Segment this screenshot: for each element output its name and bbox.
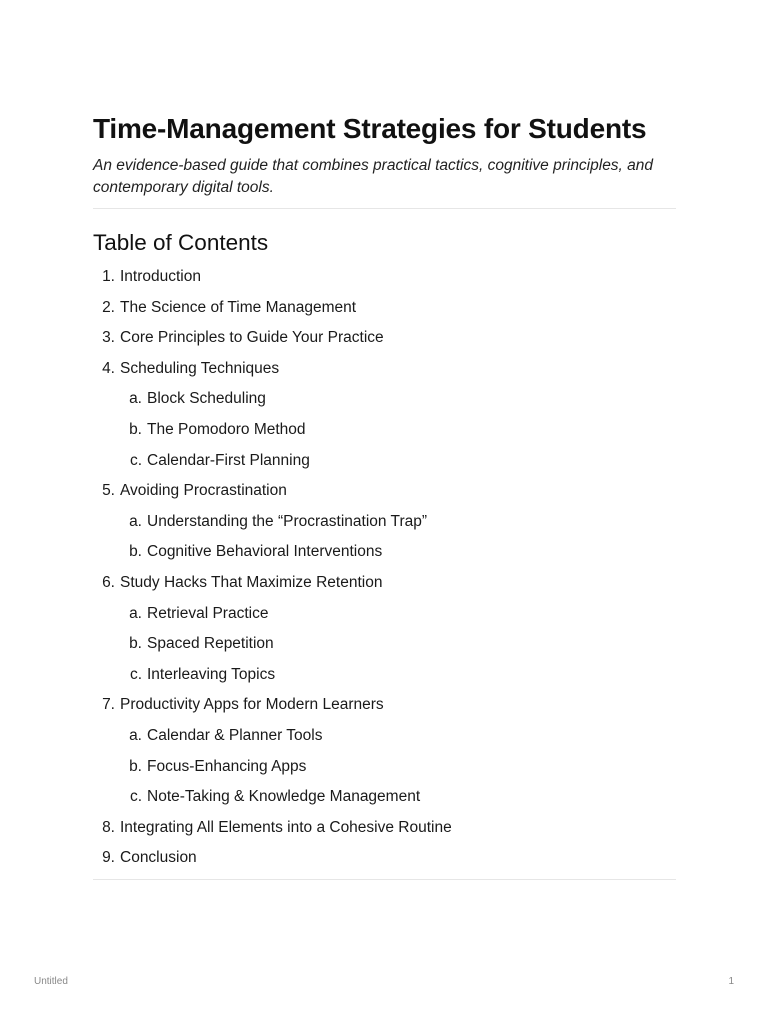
toc-item-number: 9. [102, 849, 115, 867]
toc-item[interactable] [93, 323, 676, 354]
toc-item-label: Focus-Enhancing Apps [147, 757, 307, 775]
toc-subitem[interactable] [93, 507, 676, 538]
toc-item-label: Conclusion [120, 849, 197, 867]
toc-divider [93, 879, 676, 880]
toc-item-label: Core Principles to Guide Your Practice [120, 329, 384, 347]
toc-item-number: 4. [102, 359, 115, 377]
toc-item-label: Spaced Repetition [147, 635, 274, 653]
toc-item-label: Note-Taking & Knowledge Management [147, 788, 421, 806]
toc-item-number: 7. [102, 696, 115, 714]
table-of-contents [93, 262, 676, 874]
toc-subitem[interactable] [93, 782, 676, 813]
toc-item[interactable] [93, 690, 676, 721]
toc-item-number: c. [129, 665, 142, 683]
toc-item-number: 3. [102, 329, 115, 347]
toc-item-label: Integrating All Elements into a Cohesive Routine [120, 818, 452, 836]
toc-item-number: c. [129, 451, 142, 469]
toc-item[interactable] [93, 568, 676, 599]
toc-item-label: Calendar & Planner Tools [147, 726, 323, 744]
toc-item-number: a. [129, 604, 142, 622]
document-page [93, 112, 676, 880]
document-title: Time-Management Strategies for Students [93, 113, 647, 144]
toc-item-number: b. [129, 420, 142, 438]
toc-item[interactable] [93, 354, 676, 385]
toc-item-label: Introduction [120, 268, 201, 285]
toc-subitem[interactable] [93, 446, 676, 477]
toc-item-label: Avoiding Procrastination [120, 482, 287, 500]
toc-item-label: Interleaving Topics [147, 665, 276, 683]
document-subtitle: An evidence-based guide that combines practical tactics, cognitive principles, and contemporary digital tools. [93, 157, 654, 196]
toc-item-number: 5. [102, 482, 115, 500]
toc-item-label: Study Hacks That Maximize Retention [120, 573, 383, 591]
toc-subitem[interactable] [93, 537, 676, 568]
toc-subitem[interactable] [93, 752, 676, 783]
toc-item-label: The Science of Time Management [120, 298, 357, 316]
toc-item-label: Calendar-First Planning [147, 451, 310, 469]
toc-item-number: a. [129, 512, 142, 530]
toc-item-number: a. [129, 390, 142, 408]
toc-item-label: Scheduling Techniques [120, 359, 280, 377]
footer-page-number: 1 [728, 976, 734, 987]
toc-item-number: c. [129, 788, 142, 806]
toc-item-label: Productivity Apps for Modern Learners [120, 696, 384, 714]
toc-subitem[interactable] [93, 415, 676, 446]
toc-item-label: Cognitive Behavioral Interventions [147, 543, 383, 561]
toc-item-number: a. [129, 726, 142, 744]
toc-item-label: The Pomodoro Method [147, 420, 306, 438]
toc-item-number: 6. [102, 573, 115, 591]
toc-item-number: b. [129, 543, 142, 561]
toc-subitem[interactable] [93, 629, 676, 660]
toc-item-number: 8. [102, 818, 115, 836]
toc-item[interactable] [93, 293, 676, 324]
toc-item-label: Retrieval Practice [147, 604, 269, 622]
toc-subitem[interactable] [93, 384, 676, 415]
toc-item[interactable] [93, 843, 676, 874]
toc-item-number: 2. [102, 298, 115, 316]
toc-item[interactable] [93, 813, 676, 844]
toc-item-label: Understanding the “Procrastination Trap” [147, 512, 428, 530]
toc-heading: Table of Contents [93, 230, 269, 255]
toc-item[interactable] [93, 476, 676, 507]
title-divider [93, 208, 676, 209]
toc-subitem[interactable] [93, 721, 676, 752]
toc-item-number: 1. [102, 268, 115, 285]
toc-item-number: b. [129, 635, 142, 653]
toc-subitem[interactable] [93, 599, 676, 630]
toc-subitem[interactable] [93, 660, 676, 691]
toc-item-number: b. [129, 757, 142, 775]
toc-item[interactable] [93, 262, 676, 293]
footer-document-name: Untitled [34, 976, 68, 987]
toc-item-label: Block Scheduling [147, 390, 266, 408]
